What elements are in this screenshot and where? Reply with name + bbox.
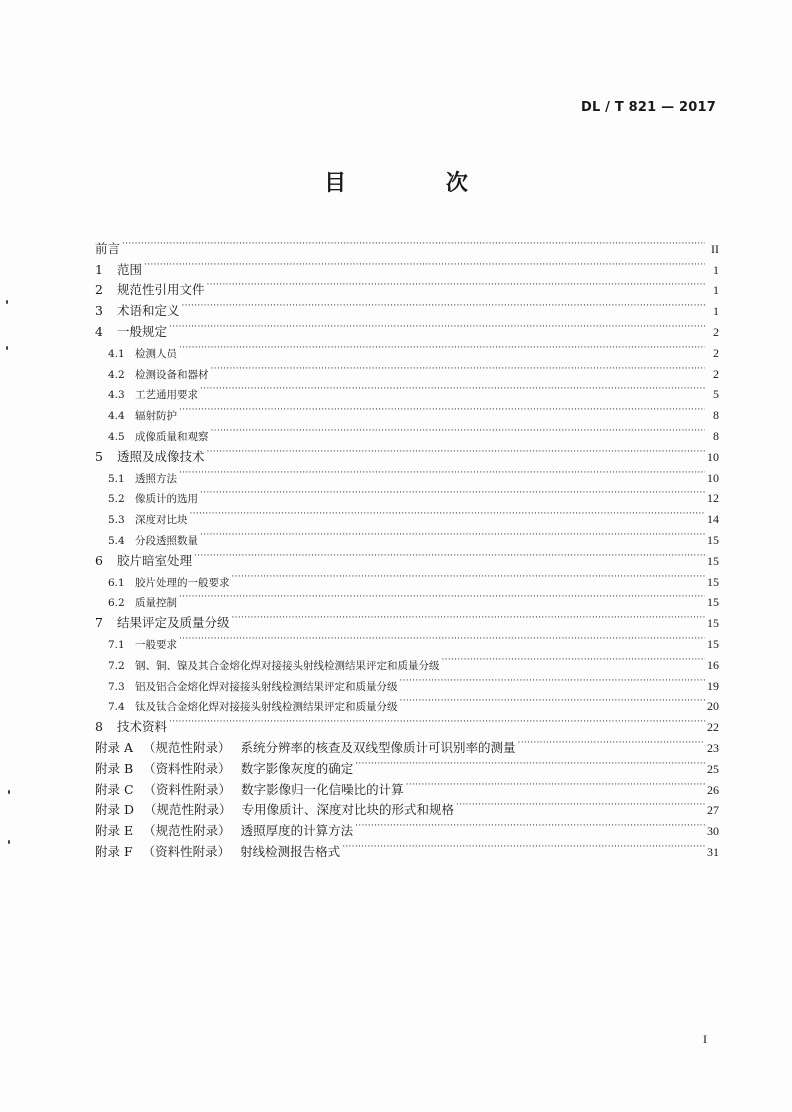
dot-leader bbox=[342, 835, 705, 856]
toc-page-number: 15 bbox=[707, 636, 719, 651]
toc-entry-number: 附录 F bbox=[95, 843, 133, 859]
toc-page-number: 20 bbox=[707, 699, 719, 714]
toc-entry-number: 1 bbox=[95, 261, 103, 277]
toc-page-number: 2 bbox=[713, 366, 719, 381]
table-of-contents bbox=[95, 232, 719, 859]
toc-entry-title: 透照厚度的计算方法 bbox=[240, 823, 354, 839]
toc-entry-number: 5.4 bbox=[108, 534, 125, 547]
toc-subsection-entry[interactable] bbox=[95, 336, 719, 360]
dot-leader bbox=[400, 690, 706, 711]
toc-entry-number: 4.1 bbox=[108, 347, 125, 360]
toc-entry-number: 7.1 bbox=[108, 638, 125, 651]
toc-subsection-entry[interactable] bbox=[95, 648, 719, 672]
toc-page-number: 22 bbox=[707, 720, 719, 735]
toc-page-number: 15 bbox=[707, 595, 719, 610]
dot-leader bbox=[200, 378, 705, 399]
toc-subsection-entry[interactable] bbox=[95, 482, 719, 506]
toc-entry-title: 规范性引用文件 bbox=[117, 282, 205, 298]
toc-page-number: 15 bbox=[707, 616, 719, 631]
toc-entry-title: 工艺通用要求 bbox=[135, 389, 198, 402]
document-code: DL / T 821 — 2017 bbox=[580, 100, 716, 115]
toc-appendix-type: （资料性附录） bbox=[143, 781, 232, 797]
toc-entry-title: 分段透照数量 bbox=[135, 534, 198, 547]
toc-entry-title: 数字影像归一化信噪比的计算 bbox=[241, 781, 404, 797]
toc-page-number: 31 bbox=[707, 844, 719, 859]
dot-leader bbox=[179, 398, 705, 419]
toc-entry-title: 射线检测报告格式 bbox=[240, 843, 341, 859]
toc-entry-title: 像质计的选用 bbox=[135, 493, 198, 506]
dot-leader bbox=[200, 482, 705, 503]
toc-entry-number: 3 bbox=[95, 303, 103, 319]
dot-leader bbox=[179, 586, 705, 607]
toc-entry-title: 质量控制 bbox=[135, 597, 177, 610]
toc-entry-title: 系统分辨率的核查及双线型像质计可识别率的测量 bbox=[240, 739, 516, 755]
scan-speck bbox=[8, 840, 10, 844]
toc-page-number: 12 bbox=[707, 491, 719, 506]
toc-entry-title: 钛及钛合金熔化焊对接接头射线检测结果评定和质量分级 bbox=[135, 701, 398, 714]
toc-entry-number: 附录 D bbox=[95, 802, 134, 818]
toc-page-number: 27 bbox=[707, 803, 719, 818]
toc-page-number: 1 bbox=[713, 304, 719, 319]
toc-subsection-entry[interactable] bbox=[95, 586, 719, 610]
toc-entry-title: 透照方法 bbox=[135, 472, 177, 485]
toc-section-entry[interactable] bbox=[95, 232, 719, 256]
toc-entry-number: 7 bbox=[95, 615, 103, 631]
toc-entry-title: 辐射防护 bbox=[135, 410, 177, 423]
toc-entry-number: 6 bbox=[95, 552, 103, 568]
toc-entry-number: 4.4 bbox=[108, 410, 125, 423]
toc-entry-title: 钢、铜、镍及其合金熔化焊对接接头射线检测结果评定和质量分级 bbox=[135, 659, 440, 672]
toc-section-entry[interactable] bbox=[95, 606, 719, 631]
toc-entry-number: 附录 A bbox=[95, 739, 134, 755]
dot-leader bbox=[182, 294, 705, 315]
toc-page-number: 2 bbox=[713, 324, 719, 339]
toc-appendix-type: （资料性附录） bbox=[142, 843, 231, 859]
toc-page-number: 14 bbox=[707, 512, 719, 527]
toc-section-entry[interactable] bbox=[95, 253, 719, 277]
toc-entry-number: 5.1 bbox=[108, 472, 125, 485]
toc-page-number: 19 bbox=[707, 678, 719, 693]
toc-entry-number: 附录 B bbox=[95, 760, 134, 776]
dot-leader bbox=[169, 710, 705, 731]
toc-entry-title: 胶片暗室处理 bbox=[117, 552, 193, 568]
toc-appendix-type: （规范性附录） bbox=[143, 823, 231, 839]
toc-entry-title: 透照及成像技术 bbox=[117, 448, 205, 464]
page-number: I bbox=[703, 1032, 707, 1046]
dot-leader bbox=[179, 336, 705, 357]
toc-subsection-entry[interactable] bbox=[95, 627, 719, 651]
toc-entry-number: 4 bbox=[95, 323, 103, 339]
toc-entry-number: 8 bbox=[95, 719, 103, 735]
toc-entry-number: 5.2 bbox=[108, 493, 125, 506]
scan-speck bbox=[6, 300, 8, 304]
page-title: 目 次 bbox=[324, 171, 514, 196]
toc-entry-number: 4.5 bbox=[108, 430, 125, 443]
toc-entry-number: 4.2 bbox=[108, 368, 125, 381]
toc-entry-title: 前言 bbox=[95, 240, 121, 256]
dot-leader bbox=[232, 606, 705, 627]
toc-page-number: 8 bbox=[713, 428, 719, 443]
dot-leader bbox=[169, 315, 705, 336]
toc-entry-number: 7.2 bbox=[108, 659, 125, 672]
dot-leader bbox=[200, 523, 705, 544]
dot-leader bbox=[179, 461, 705, 482]
toc-subsection-entry[interactable] bbox=[95, 398, 719, 423]
toc-section-entry[interactable] bbox=[95, 315, 719, 339]
toc-entry-title: 技术资料 bbox=[117, 719, 168, 735]
toc-page-number: 23 bbox=[707, 740, 719, 755]
dot-leader bbox=[232, 565, 706, 586]
toc-entry-title: 胶片处理的一般要求 bbox=[135, 576, 230, 589]
toc-entry-title: 深度对比块 bbox=[135, 514, 188, 527]
dot-leader bbox=[518, 731, 705, 752]
scan-speck bbox=[8, 790, 10, 794]
toc-entry-title: 铝及铝合金熔化焊对接接头射线检测结果评定和质量分级 bbox=[135, 680, 398, 693]
scan-speck bbox=[6, 346, 8, 350]
toc-appendix-type: （规范性附录） bbox=[144, 802, 232, 818]
toc-section-entry[interactable] bbox=[95, 294, 719, 319]
toc-page-number: II bbox=[711, 241, 719, 256]
toc-page-number: 2 bbox=[713, 345, 719, 360]
toc-page-number: 10 bbox=[707, 449, 719, 464]
dot-leader bbox=[190, 502, 706, 523]
toc-entry-number: 5 bbox=[95, 448, 103, 464]
dot-leader bbox=[211, 419, 706, 440]
toc-page-number: 8 bbox=[713, 408, 719, 423]
dot-leader bbox=[122, 232, 705, 253]
toc-entry-number: 附录 E bbox=[95, 823, 134, 839]
toc-entry-number: 6.1 bbox=[108, 576, 125, 589]
dot-leader bbox=[442, 648, 706, 669]
toc-subsection-entry[interactable] bbox=[95, 357, 719, 381]
dot-leader bbox=[179, 627, 705, 648]
toc-page-number: 15 bbox=[707, 532, 719, 547]
dot-leader bbox=[456, 794, 705, 815]
toc-entry-title: 结果评定及质量分级 bbox=[117, 615, 230, 631]
toc-entry-title: 范围 bbox=[117, 261, 143, 277]
toc-page-number: 15 bbox=[707, 553, 719, 568]
toc-entry-number: 2 bbox=[95, 282, 103, 298]
toc-page-number: 26 bbox=[707, 782, 719, 797]
toc-appendix-type: （资料性附录） bbox=[143, 760, 231, 776]
dot-leader bbox=[207, 274, 705, 295]
toc-page-number: 25 bbox=[707, 761, 719, 776]
toc-entry-number: 4.3 bbox=[108, 389, 125, 402]
toc-page-number: 1 bbox=[713, 262, 719, 277]
toc-entry-title: 专用像质计、深度对比块的形式和规格 bbox=[241, 802, 455, 818]
dot-leader bbox=[355, 814, 705, 835]
toc-entry-number: 5.3 bbox=[108, 514, 125, 527]
dot-leader bbox=[406, 773, 705, 794]
dot-leader bbox=[207, 440, 705, 461]
toc-section-entry[interactable] bbox=[95, 274, 719, 298]
toc-subsection-entry[interactable] bbox=[95, 419, 719, 443]
toc-page-number: 15 bbox=[707, 574, 719, 589]
toc-appendix-entry[interactable] bbox=[95, 731, 719, 755]
toc-entry-number: 7.3 bbox=[108, 680, 125, 693]
toc-entry-number: 附录 C bbox=[95, 781, 134, 797]
toc-entry-title: 术语和定义 bbox=[117, 303, 180, 319]
toc-page-number: 30 bbox=[707, 824, 719, 839]
toc-page-number: 1 bbox=[713, 283, 719, 298]
toc-subsection-entry[interactable] bbox=[95, 502, 719, 527]
toc-page-number: 5 bbox=[713, 387, 719, 402]
toc-entry-title: 成像质量和观察 bbox=[135, 430, 209, 443]
toc-page-number: 10 bbox=[707, 470, 719, 485]
dot-leader bbox=[355, 752, 705, 773]
toc-entry-title: 检测人员 bbox=[135, 347, 177, 360]
dot-leader bbox=[144, 253, 705, 274]
dot-leader bbox=[194, 544, 705, 565]
toc-entry-number: 6.2 bbox=[108, 597, 125, 610]
toc-entry-number: 7.4 bbox=[108, 701, 125, 714]
dot-leader bbox=[211, 357, 706, 378]
toc-entry-title: 数字影像灰度的确定 bbox=[240, 760, 354, 776]
toc-entry-title: 一般要求 bbox=[135, 638, 177, 651]
toc-appendix-type: （规范性附录） bbox=[143, 739, 231, 755]
toc-page-number: 16 bbox=[707, 657, 719, 672]
toc-subsection-entry[interactable] bbox=[95, 523, 719, 547]
toc-entry-title: 一般规定 bbox=[117, 323, 168, 339]
toc-subsection-entry[interactable] bbox=[95, 461, 719, 485]
toc-section-entry[interactable] bbox=[95, 710, 719, 735]
toc-entry-title: 检测设备和器材 bbox=[135, 368, 209, 381]
dot-leader bbox=[400, 669, 706, 690]
